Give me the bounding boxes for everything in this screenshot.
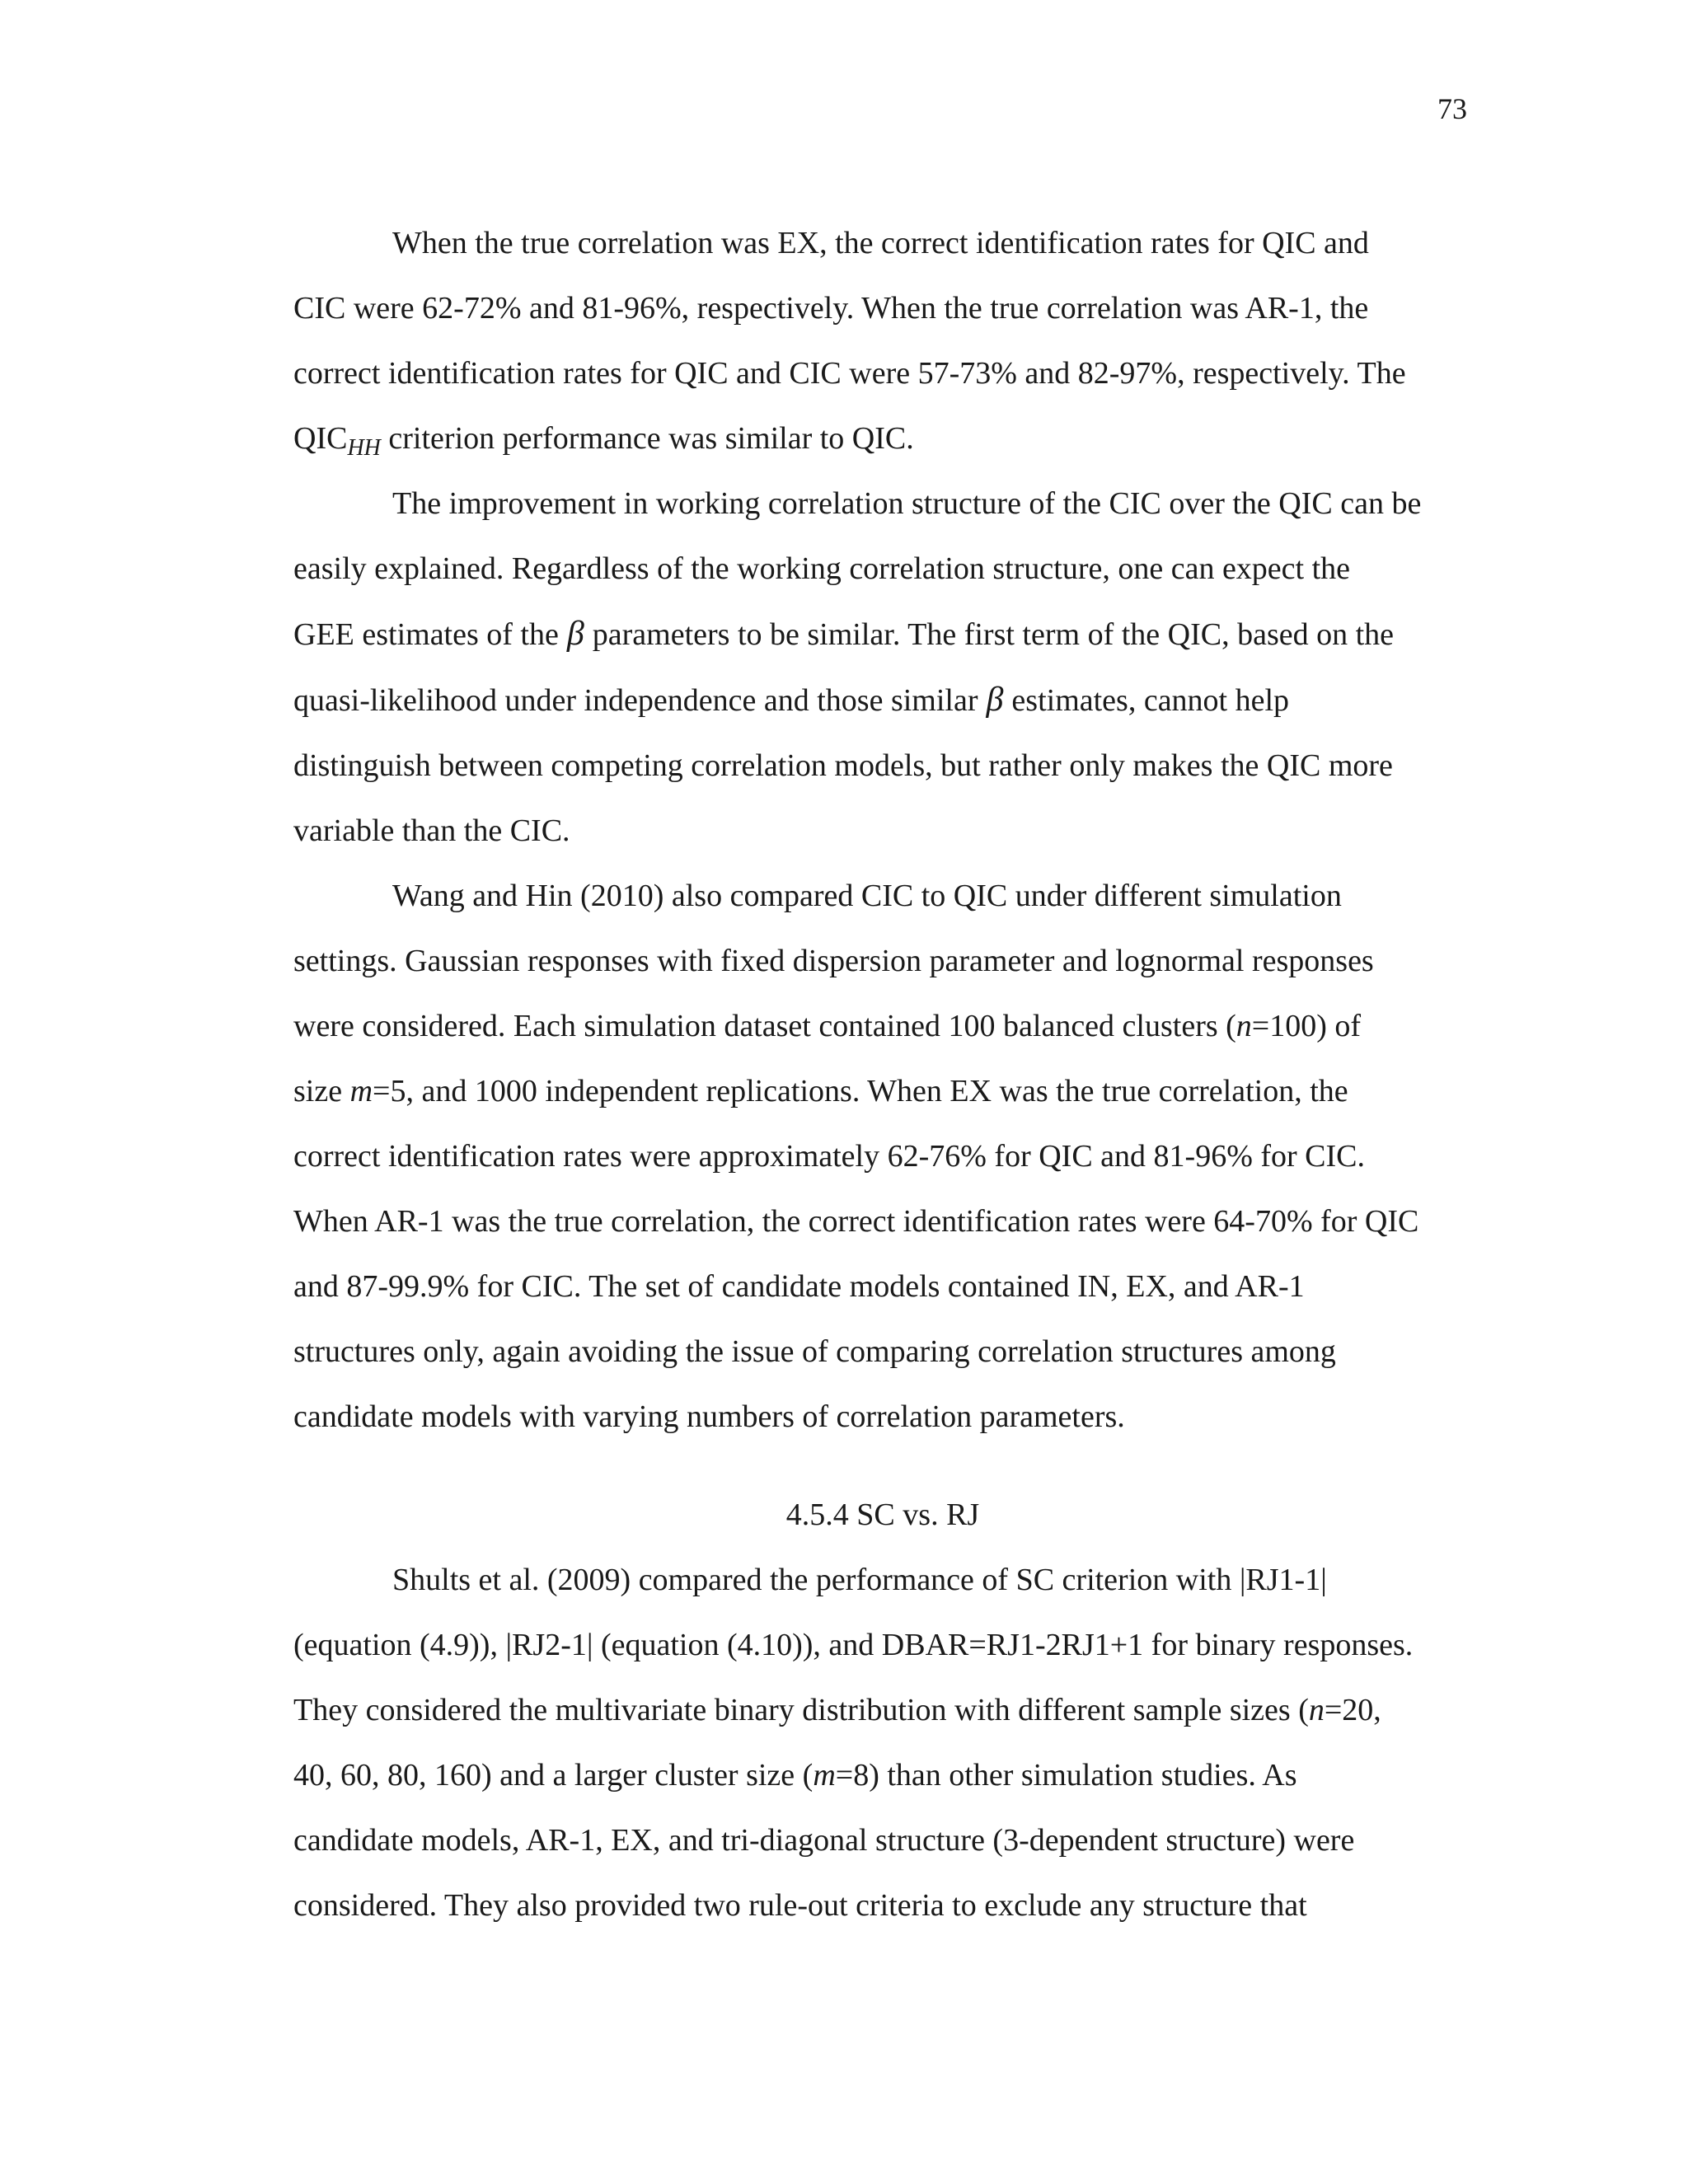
text-line: Shults et al. (2009) compared the performance of SC criterion with |RJ1-1| bbox=[392, 1563, 1327, 1597]
text-line bbox=[293, 1059, 1472, 1124]
text-line: and 87-99.9% for CIC. The set of candidate models contained IN, EX, and AR-1 bbox=[293, 1269, 1305, 1304]
document-body bbox=[293, 211, 1472, 1938]
paragraph-ex-ar1-results bbox=[293, 211, 1472, 471]
text-segment: parameters to be similar. The first term of the QIC, based on the bbox=[592, 617, 1395, 652]
qic-label: QIC bbox=[293, 421, 348, 456]
text-segment: 40, 60, 80, 160) and a larger cluster size ( bbox=[293, 1758, 814, 1793]
text-line bbox=[293, 602, 1472, 668]
text-line: When AR-1 was the true correlation, the correct identification rates were 64-70% for QIC bbox=[293, 1204, 1419, 1239]
text-line: easily explained. Regardless of the working correlation structure, one can expect the bbox=[293, 551, 1351, 586]
text-segment: were considered. Each simulation dataset contained 100 balanced clusters ( bbox=[293, 1009, 1236, 1043]
text-segment: =100) of bbox=[1251, 1009, 1362, 1043]
beta-symbol: β bbox=[566, 615, 584, 653]
text-line bbox=[293, 1678, 1472, 1743]
text-line: candidate models with varying numbers of correlation parameters. bbox=[293, 1399, 1125, 1434]
text-segment: They considered the multivariate binary distribution with different sample sizes ( bbox=[293, 1693, 1309, 1727]
text-segment: estimates, cannot help bbox=[1011, 683, 1290, 718]
text-segment: size bbox=[293, 1074, 350, 1108]
text-line: CIC were 62-72% and 81-96%, respectively. When the true correlation was AR-1, the bbox=[293, 291, 1369, 326]
italic-variable-n: n bbox=[1308, 1693, 1325, 1727]
text-segment: quasi-likelihood under independence and those similar bbox=[293, 683, 978, 718]
text-line: candidate models, AR-1, EX, and tri-diagonal structure (3-dependent structure) were bbox=[293, 1823, 1355, 1858]
text-line bbox=[293, 1743, 1472, 1808]
text-line bbox=[293, 668, 1472, 733]
text-line: When the true correlation was EX, the correct identification rates for QIC and bbox=[392, 226, 1369, 260]
text-line: considered. They also provided two rule-out criteria to exclude any structure that bbox=[293, 1888, 1307, 1923]
text-line: distinguish between competing correlation models, but rather only makes the QIC more bbox=[293, 748, 1393, 783]
text-line: structures only, again avoiding the issue of comparing correlation structures among bbox=[293, 1334, 1336, 1369]
text-line bbox=[293, 406, 1472, 471]
text-segment: =5, and 1000 independent replications. When EX was the true correlation, the bbox=[373, 1074, 1348, 1108]
text-line: settings. Gaussian responses with fixed dispersion parameter and lognormal responses bbox=[293, 944, 1374, 978]
italic-variable-m: m bbox=[349, 1074, 373, 1108]
italic-variable-m: m bbox=[813, 1758, 836, 1793]
beta-symbol: β bbox=[986, 681, 1004, 719]
paragraph-cic-improvement bbox=[293, 471, 1472, 864]
text-segment: GEE estimates of the bbox=[293, 617, 559, 652]
text-segment: =8) than other simulation studies. As bbox=[835, 1758, 1297, 1793]
text-segment: =20, bbox=[1324, 1693, 1381, 1727]
paragraph-wang-hin bbox=[293, 864, 1472, 1450]
text-line: (equation (4.9)), |RJ2-1| (equation (4.10)), and DBAR=RJ1-2RJ1+1 for binary responses. bbox=[293, 1628, 1414, 1662]
text-line: Wang and Hin (2010) also compared CIC to QIC under different simulation bbox=[392, 879, 1342, 913]
text-line: correct identification rates for QIC and CIC were 57-73% and 82-97%, respectively. The bbox=[293, 356, 1406, 391]
text-line: variable than the CIC. bbox=[293, 813, 570, 848]
paragraph-shults bbox=[293, 1548, 1472, 1938]
text-line bbox=[293, 994, 1472, 1059]
qic-hh-subscript: HH bbox=[347, 435, 381, 461]
text-line: The improvement in working correlation structure of the CIC over the QIC can be bbox=[392, 486, 1422, 521]
section-heading: 4.5.4 SC vs. RJ bbox=[785, 1497, 980, 1532]
text-line: correct identification rates were approximately 62-76% for QIC and 81-96% for CIC. bbox=[293, 1139, 1365, 1174]
page-number: 73 bbox=[1437, 92, 1467, 125]
text-segment: criterion performance was similar to QIC. bbox=[380, 421, 914, 456]
italic-variable-n: n bbox=[1236, 1009, 1252, 1043]
